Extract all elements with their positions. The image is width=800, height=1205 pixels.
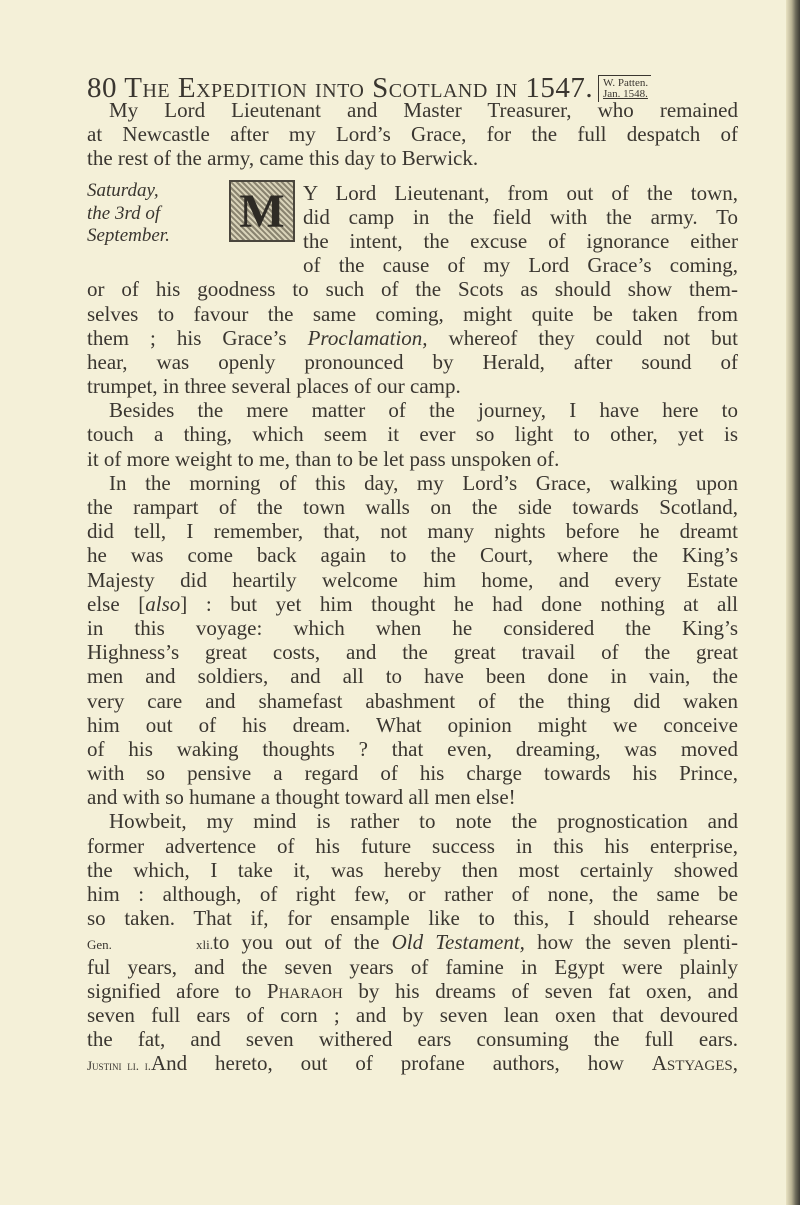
text-line: Besides the mere matter of the journey, I have here to bbox=[109, 398, 738, 423]
text-line: the which, I take it, was hereby then most certainly showed bbox=[87, 857, 738, 882]
text-run: how the seven plenti- bbox=[524, 930, 738, 955]
text-line bbox=[87, 979, 738, 1003]
text-line: him : although, of right few, or rather of none, the same be bbox=[87, 882, 738, 906]
text-run: whereof they could not but bbox=[427, 325, 738, 350]
text-line bbox=[87, 1051, 738, 1075]
text-line: the intent, the excuse of ignorance either bbox=[303, 228, 738, 253]
text-line: of his waking thoughts ? that even, dreaming, was moved bbox=[87, 736, 738, 761]
body-text bbox=[87, 98, 738, 1076]
text-line: ful years, and the seven years of famine in Egypt were plainly bbox=[87, 954, 738, 979]
text-line: the rampart of the town walls on the side towards Scotland, bbox=[87, 495, 738, 519]
text-line: In the morning of this day, my Lord’s Grace, walking upon bbox=[109, 470, 738, 495]
text-line: it of more weight to me, than to be let pass unspoken of. bbox=[87, 446, 560, 471]
text-run: [ bbox=[138, 591, 146, 616]
text-line: very care and shamefast abashment of the thing did waken bbox=[87, 688, 738, 713]
side-note-line: September. bbox=[87, 225, 170, 246]
text-line: at Newcastle after my Lord’s Grace, for the full despatch of bbox=[87, 122, 738, 147]
bracket-date: Jan. 1548. bbox=[603, 88, 648, 100]
margin-note-gen: Gen. xli. bbox=[87, 937, 213, 953]
text-line: the rest of the army, came this day to Berwick. bbox=[87, 146, 479, 171]
text-line: Highness’s great costs, and the great travail of the great bbox=[87, 640, 738, 665]
text-line bbox=[87, 326, 738, 350]
text-line: or of his goodness to such of the Scots as should show them- bbox=[87, 277, 738, 302]
text-line: in this voyage: which when he considered the King’s bbox=[87, 615, 738, 640]
text-line: he was come back again to the Court, where the King’s bbox=[87, 543, 738, 568]
small-caps-run: Astyages, bbox=[651, 1051, 738, 1076]
text-line: selves to favour the same coming, might quite be taken from bbox=[87, 301, 738, 326]
page-number: 80 bbox=[87, 72, 117, 104]
italic-run: Proclamation, bbox=[307, 325, 428, 350]
text-line: did camp in the field with the army. To bbox=[303, 204, 738, 229]
text-run: signified afore to bbox=[87, 978, 267, 1003]
text-line: so taken. That if, for ensample like to this, I should rehearse bbox=[87, 906, 738, 931]
italic-run: also bbox=[145, 591, 181, 616]
drop-cap-illustration: M bbox=[229, 180, 295, 242]
small-caps-run: Pharaoh bbox=[266, 978, 343, 1003]
text-line: former advertence of his future success in this his enterprise, bbox=[87, 833, 738, 858]
text-line: My Lord Lieutenant and Master Treasurer, who remained bbox=[109, 98, 738, 122]
text-line: hear, was openly pronounced by Herald, after sound of bbox=[87, 349, 738, 374]
text-line: of the cause of my Lord Grace’s coming, bbox=[303, 253, 738, 278]
text-line: trumpet, in three several places of our camp. bbox=[87, 374, 461, 399]
bracket-author: W. Patten. bbox=[603, 77, 649, 89]
text-line: him out of his dream. What opinion might we conceive bbox=[87, 712, 738, 737]
text-line: Majesty did heartily welcome him home, and every Estate bbox=[87, 567, 738, 592]
text-run: And hereto, out of profane authors, how bbox=[151, 1051, 652, 1076]
italic-run: Old Testament, bbox=[391, 930, 525, 955]
text-run: by his dreams of seven fat oxen, and bbox=[342, 978, 739, 1003]
side-note-line: the 3rd of bbox=[87, 202, 161, 224]
text-line: the fat, and seven withered ears consuming the full ears. bbox=[87, 1027, 738, 1052]
running-title: The Expedition into Scotland in 1547. bbox=[124, 72, 594, 104]
text-line: Y Lord Lieutenant, from out of the town, bbox=[303, 180, 738, 205]
text-line: Howbeit, my mind is rather to note the prognostication and bbox=[109, 809, 738, 834]
text-line: and with so humane a thought toward all men else! bbox=[87, 785, 516, 810]
text-line: did tell, I remember, that, not many nights before he dreamt bbox=[87, 519, 738, 544]
text-line: with so pensive a regard of his charge towards his Prince, bbox=[87, 761, 738, 786]
side-note-line: Saturday, bbox=[87, 180, 159, 201]
text-line bbox=[87, 930, 738, 954]
text-line: touch a thing, which seem it ever so light to other, yet is bbox=[87, 422, 738, 447]
text-run: to you out of the bbox=[213, 930, 392, 955]
margin-note-justini: Justini li. i. bbox=[87, 1058, 151, 1074]
text-line: men and soldiers, and all to have been done in vain, the bbox=[87, 664, 738, 689]
text-run: ] : but yet him thought he had done nothing at all bbox=[180, 591, 738, 616]
text-run: them ; his Grace’s bbox=[87, 325, 308, 350]
text-line bbox=[87, 592, 738, 616]
text-run: else bbox=[87, 591, 139, 616]
text-line: seven full ears of corn ; and by seven lean oxen that devoured bbox=[87, 1002, 738, 1027]
page-edge bbox=[786, 0, 800, 1205]
